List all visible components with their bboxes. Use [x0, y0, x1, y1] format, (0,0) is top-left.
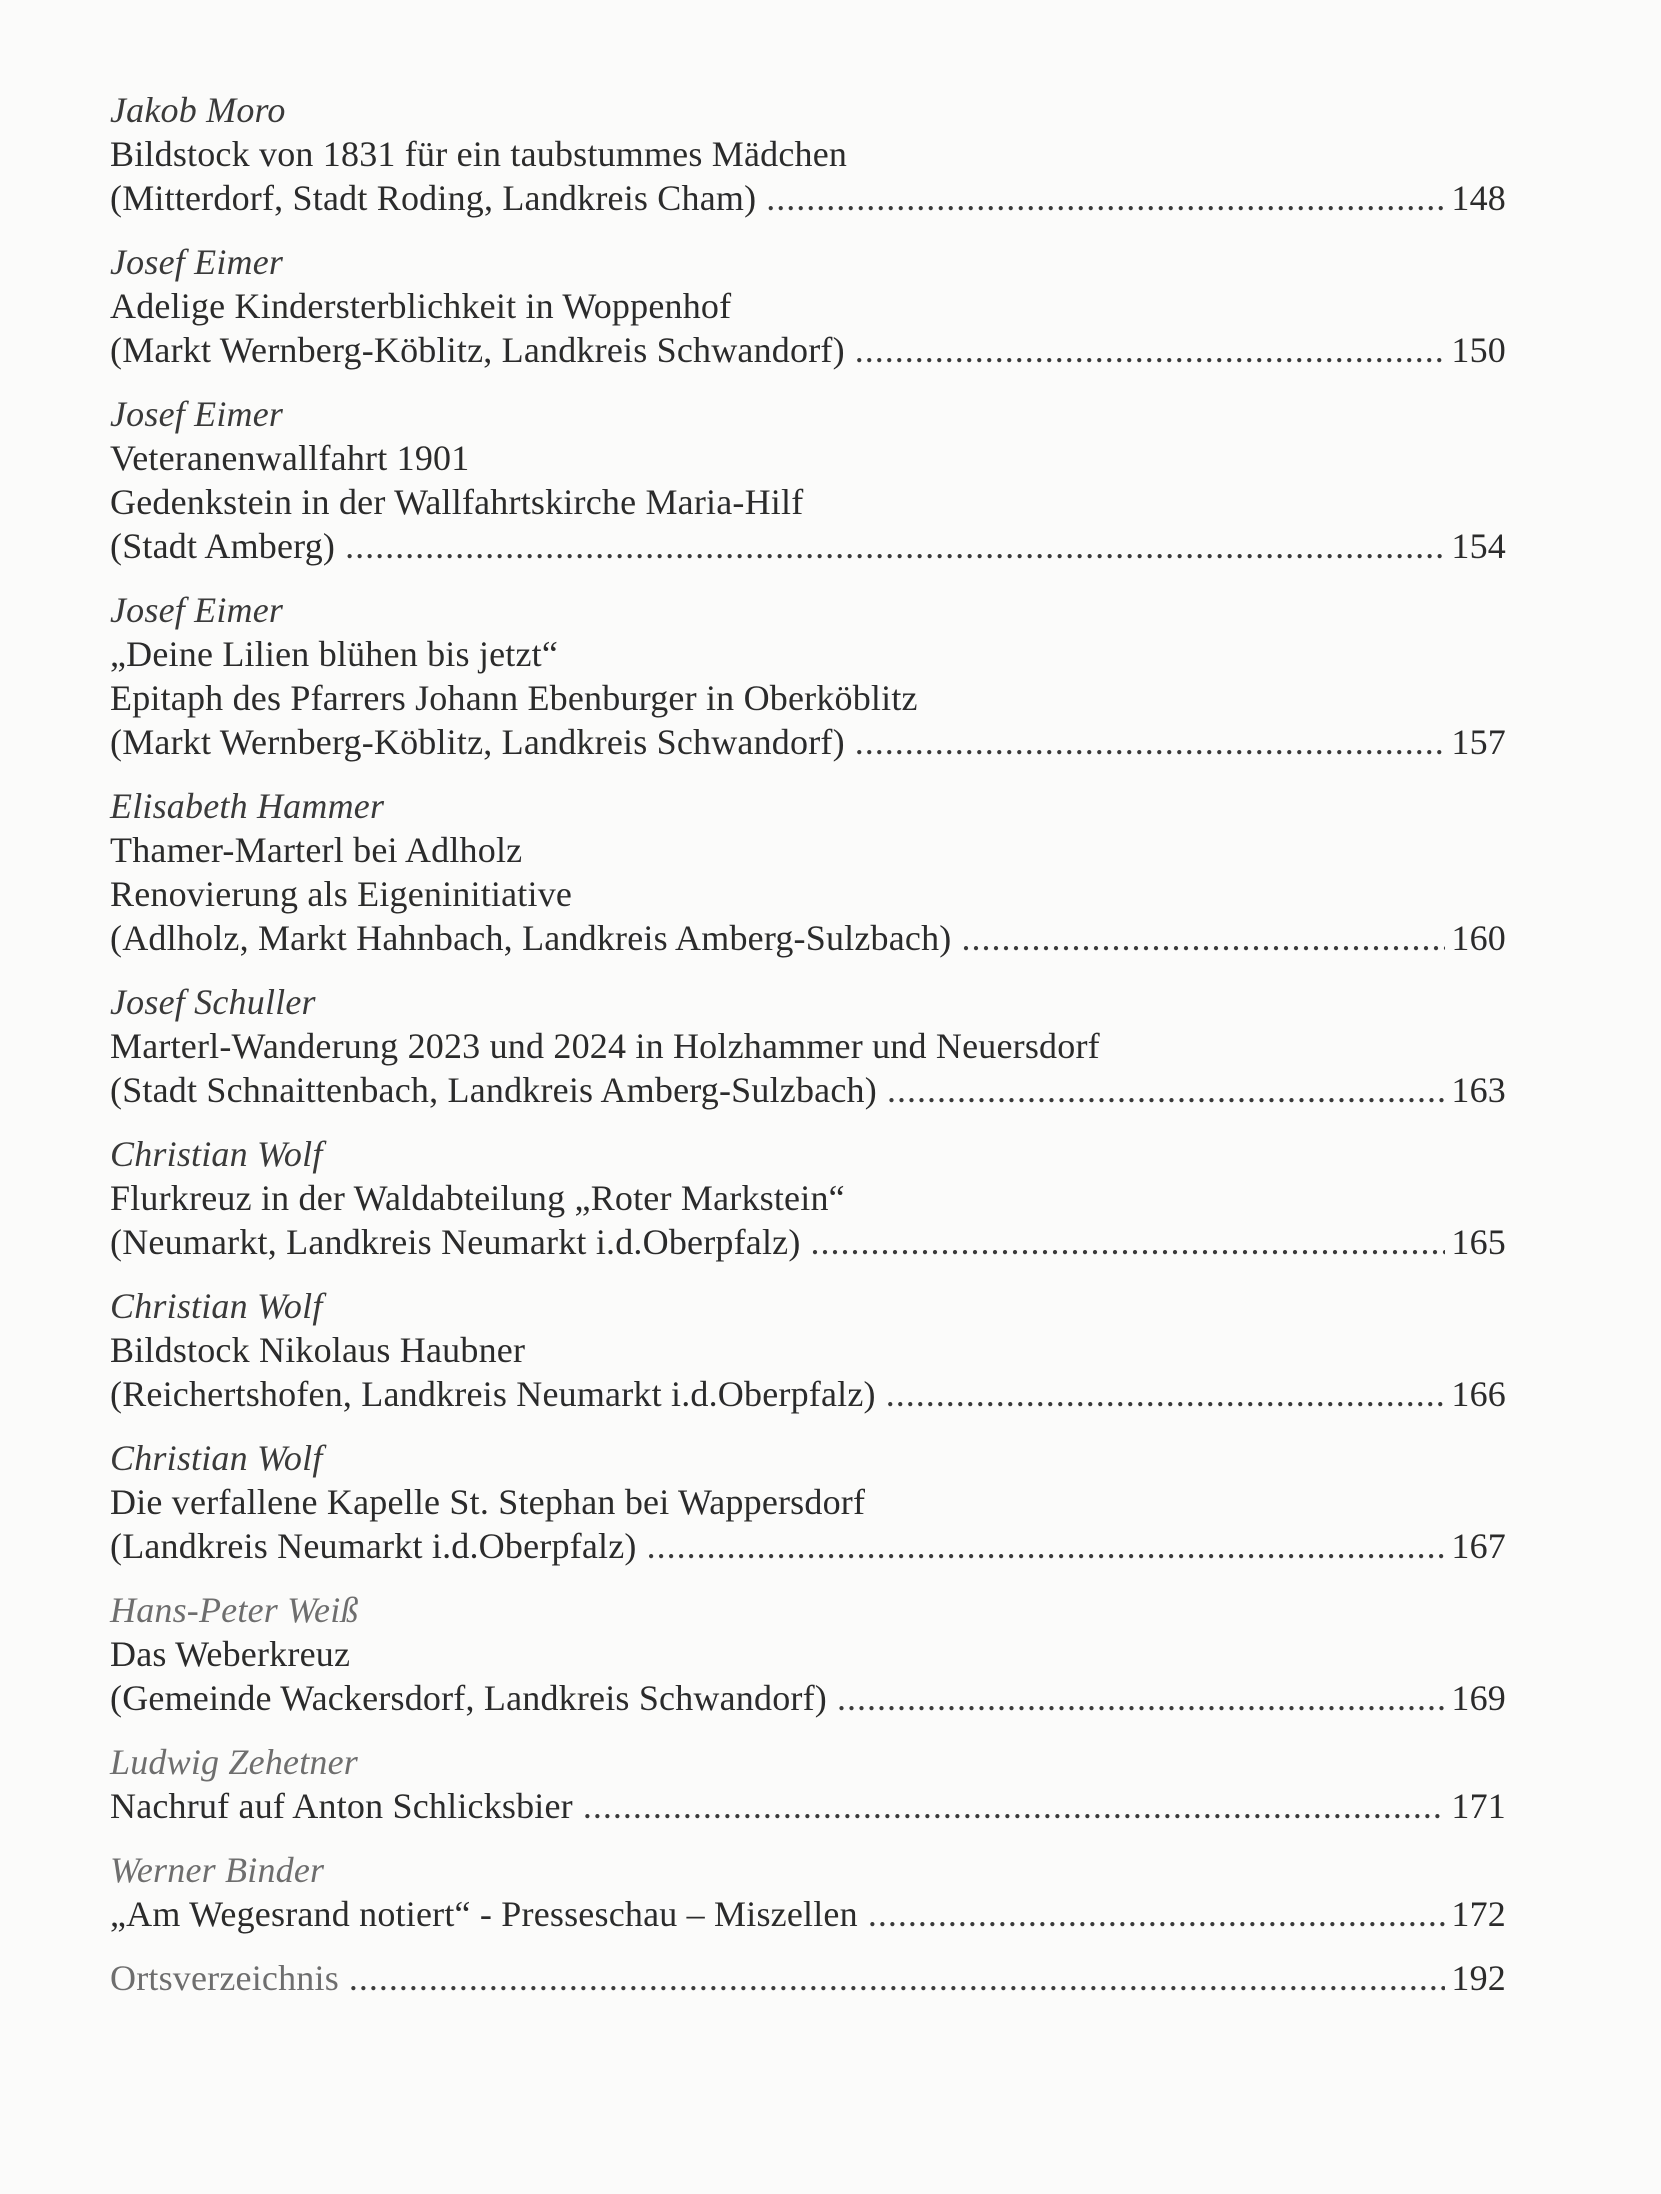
entry-last-line [110, 1676, 1506, 1720]
entry-subtitle: Gedenkstein in der Wallfahrtskirche Maria-Hilf [110, 482, 804, 522]
toc-entry [110, 88, 1506, 220]
entry-last-line [110, 1068, 1506, 1112]
entry-title: Ortsverzeichnis [110, 1958, 339, 1998]
toc-entry [110, 1436, 1506, 1568]
toc-entry [110, 1848, 1506, 1936]
entry-title: Thamer-Marterl bei Adlholz [110, 830, 523, 870]
entry-last-line [110, 1220, 1506, 1264]
page-number: 163 [1451, 1070, 1506, 1110]
entry-title: Adelige Kindersterblichkeit in Woppenhof [110, 286, 732, 326]
toc-entry [110, 1284, 1506, 1416]
entry-title: Veteranenwallfahrt 1901 [110, 438, 470, 478]
entry-last-line [110, 720, 1506, 764]
entry-last-line [110, 1372, 1506, 1416]
entry-author: Christian Wolf [110, 1134, 323, 1174]
entry-location: (Markt Wernberg-Köblitz, Landkreis Schwandorf) [110, 330, 845, 370]
entry-title: Nachruf auf Anton Schlicksbier [110, 1786, 573, 1826]
toc-entry [110, 980, 1506, 1112]
dot-leader [345, 524, 1445, 568]
entry-author: Christian Wolf [110, 1438, 323, 1478]
entry-title: Marterl-Wanderung 2023 und 2024 in Holzhammer und Neuersdorf [110, 1026, 1100, 1066]
entry-last-line [110, 176, 1506, 220]
entry-location: (Stadt Schnaittenbach, Landkreis Amberg-Sulzbach) [110, 1070, 877, 1110]
dot-leader [855, 328, 1446, 372]
entry-author: Christian Wolf [110, 1286, 323, 1326]
entry-author: Hans-Peter Weiß [110, 1590, 359, 1630]
page-number: 148 [1451, 178, 1506, 218]
dot-leader [837, 1676, 1445, 1720]
page-number: 172 [1451, 1894, 1506, 1934]
page-number: 165 [1451, 1222, 1506, 1262]
toc-entry [110, 1956, 1506, 2000]
entry-author: Josef Schuller [110, 982, 316, 1022]
entry-title: Flurkreuz in der Waldabteilung „Roter Markstein“ [110, 1178, 845, 1218]
entry-author: Werner Binder [110, 1850, 325, 1890]
dot-leader [855, 720, 1446, 764]
entry-author: Ludwig Zehetner [110, 1742, 359, 1782]
page-number: 171 [1451, 1786, 1506, 1826]
entry-location: (Mitterdorf, Stadt Roding, Landkreis Cham) [110, 178, 757, 218]
entry-last-line [110, 1784, 1506, 1828]
dot-leader [887, 1068, 1445, 1112]
entry-title: Bildstock von 1831 für ein taubstummes Mädchen [110, 134, 848, 174]
entry-last-line [110, 524, 1506, 568]
dot-leader [962, 916, 1446, 960]
entry-location: (Gemeinde Wackersdorf, Landkreis Schwandorf) [110, 1678, 827, 1718]
entry-location: (Markt Wernberg-Köblitz, Landkreis Schwandorf) [110, 722, 845, 762]
dot-leader [868, 1892, 1446, 1936]
dot-leader [647, 1524, 1446, 1568]
entry-last-line [110, 1956, 1506, 2000]
entry-location: (Stadt Amberg) [110, 526, 336, 566]
toc-entry [110, 784, 1506, 960]
dot-leader [886, 1372, 1446, 1416]
entry-location: (Adlholz, Markt Hahnbach, Landkreis Amberg-Sulzbach) [110, 918, 952, 958]
toc-entry [110, 240, 1506, 372]
entry-title: Das Weberkreuz [110, 1634, 351, 1674]
dot-leader [583, 1784, 1446, 1828]
page-number: 157 [1451, 722, 1506, 762]
entry-author: Jakob Moro [110, 90, 286, 130]
page-number: 150 [1451, 330, 1506, 370]
entry-location: (Reichertshofen, Landkreis Neumarkt i.d.Oberpfalz) [110, 1374, 876, 1414]
entry-title: „Am Wegesrand notiert“ - Presseschau – Miszellen [110, 1894, 858, 1934]
entry-subtitle: Renovierung als Eigeninitiative [110, 874, 573, 914]
entry-last-line [110, 1892, 1506, 1936]
table-of-contents [110, 88, 1506, 2020]
entry-author: Josef Eimer [110, 394, 284, 434]
entry-author: Elisabeth Hammer [110, 786, 385, 826]
page-number: 192 [1451, 1958, 1506, 1998]
dot-leader [766, 176, 1445, 220]
entry-title: Die verfallene Kapelle St. Stephan bei Wappersdorf [110, 1482, 866, 1522]
entry-author: Josef Eimer [110, 242, 284, 282]
toc-entry [110, 588, 1506, 764]
toc-entry [110, 1588, 1506, 1720]
entry-location: (Landkreis Neumarkt i.d.Oberpfalz) [110, 1526, 637, 1566]
dot-leader [349, 1956, 1445, 2000]
entry-title: Bildstock Nikolaus Haubner [110, 1330, 526, 1370]
toc-entry [110, 392, 1506, 568]
page-number: 166 [1451, 1374, 1506, 1414]
toc-entry [110, 1132, 1506, 1264]
page-number: 167 [1451, 1526, 1506, 1566]
toc-entry [110, 1740, 1506, 1828]
entry-last-line [110, 916, 1506, 960]
entry-last-line [110, 1524, 1506, 1568]
dot-leader [811, 1220, 1446, 1264]
page-number: 160 [1451, 918, 1506, 958]
page-number: 169 [1451, 1678, 1506, 1718]
page-number: 154 [1451, 526, 1506, 566]
entry-location: (Neumarkt, Landkreis Neumarkt i.d.Oberpfalz) [110, 1222, 801, 1262]
entry-last-line [110, 328, 1506, 372]
entry-title: „Deine Lilien blühen bis jetzt“ [110, 634, 559, 674]
entry-author: Josef Eimer [110, 590, 284, 630]
entry-subtitle: Epitaph des Pfarrers Johann Ebenburger in Oberköblitz [110, 678, 918, 718]
